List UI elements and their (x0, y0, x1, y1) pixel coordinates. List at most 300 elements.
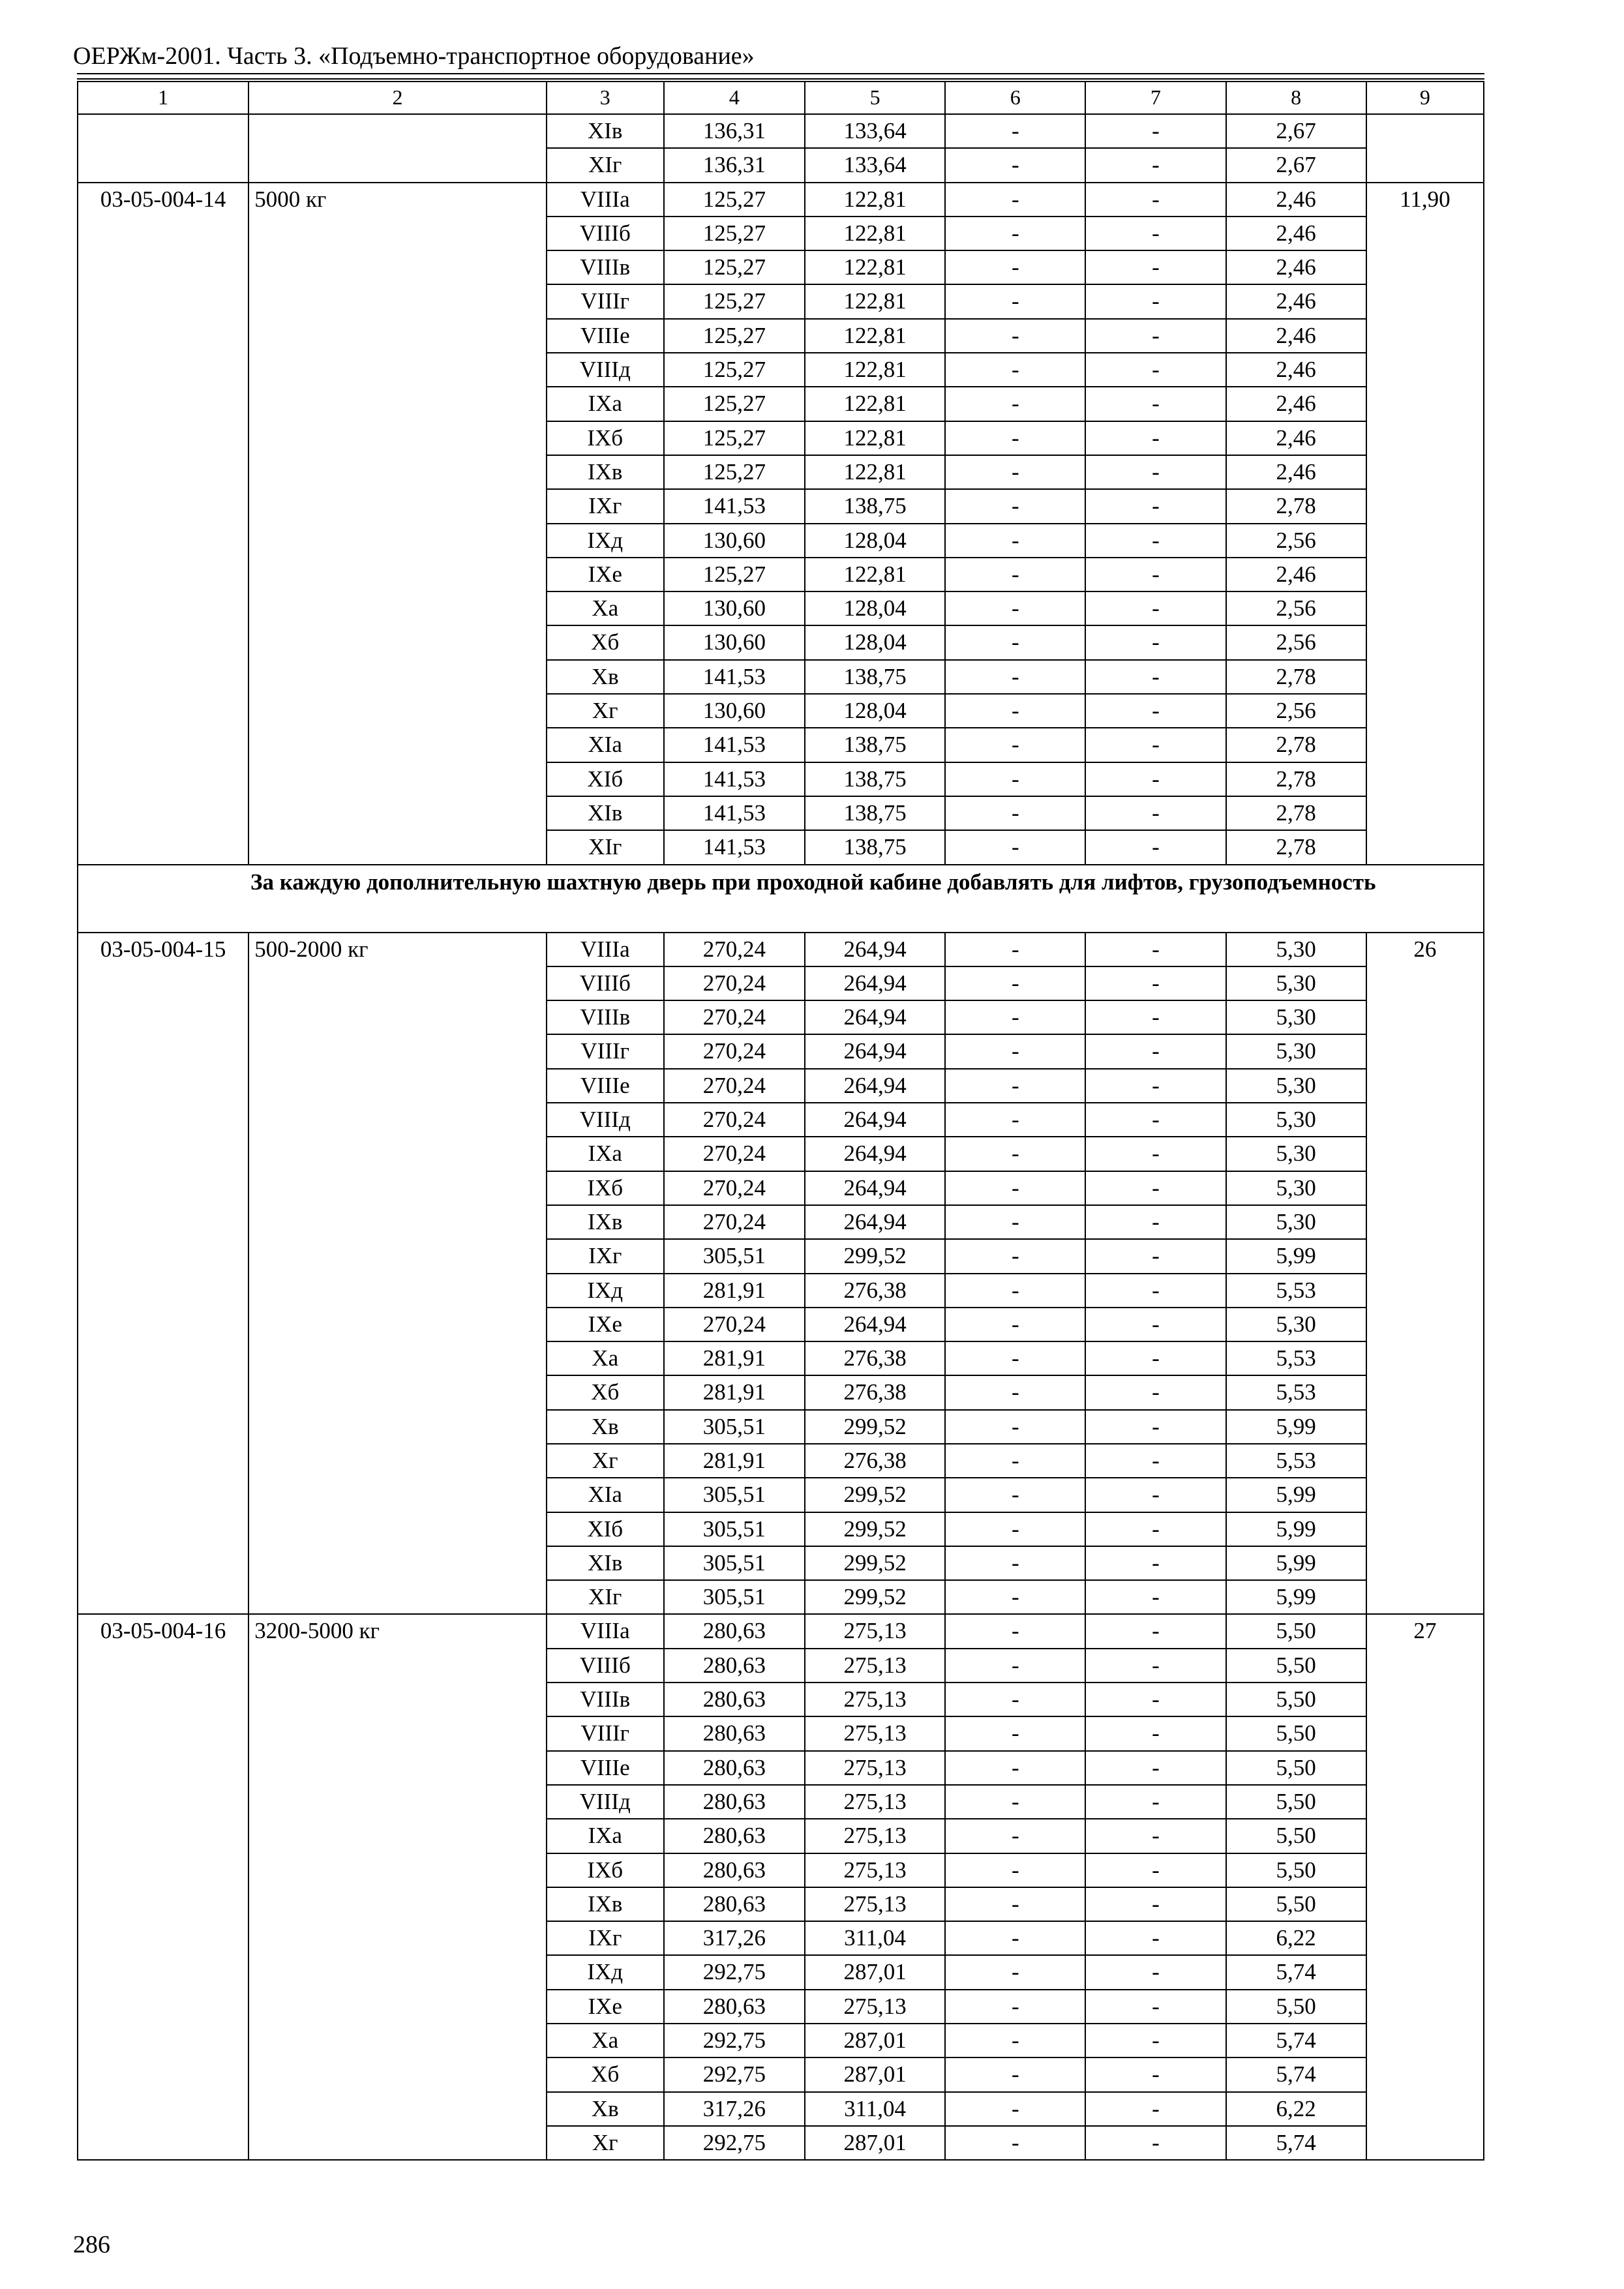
value-cell: 141,53 (664, 728, 805, 762)
value-cell: - (1085, 2126, 1226, 2160)
value-cell: 136,31 (664, 148, 805, 182)
value-cell: 270,24 (664, 1000, 805, 1034)
value-cell: 2,67 (1226, 114, 1366, 148)
value-cell: - (1085, 1751, 1226, 1785)
value-cell: XIв (547, 796, 664, 830)
table-row (78, 1308, 1484, 1341)
value-cell: 2,46 (1226, 455, 1366, 489)
value-cell: 280,63 (664, 1751, 805, 1785)
value-cell: - (1085, 591, 1226, 625)
value-cell: - (1085, 455, 1226, 489)
col9-cell (1366, 217, 1484, 250)
code-cell (78, 591, 248, 625)
value-cell: 122,81 (805, 284, 945, 318)
value-cell: - (1085, 1921, 1226, 1955)
value-cell: - (1085, 1375, 1226, 1409)
value-cell: 275,13 (805, 1649, 945, 1683)
value-cell: - (1085, 1171, 1226, 1205)
code-cell (78, 1103, 248, 1137)
name-cell (248, 1716, 546, 1750)
table-row (78, 217, 1484, 250)
value-cell: - (945, 1614, 1085, 1648)
value-cell: 264,94 (805, 966, 945, 1000)
code-cell (78, 1546, 248, 1580)
value-cell: 270,24 (664, 1205, 805, 1239)
value-cell: - (945, 1478, 1085, 1512)
value-cell: - (1085, 1955, 1226, 1989)
value-cell: 128,04 (805, 524, 945, 558)
value-cell: - (1085, 1034, 1226, 1068)
col9-cell (1366, 1137, 1484, 1171)
table-row (78, 625, 1484, 659)
value-cell: Xв (547, 2092, 664, 2126)
code-cell (78, 1955, 248, 1989)
value-cell: 270,24 (664, 966, 805, 1000)
value-cell: 125,27 (664, 387, 805, 421)
value-cell: IXг (547, 1921, 664, 1955)
code-cell (78, 1137, 248, 1171)
table-row (78, 1410, 1484, 1444)
col9-cell (1366, 660, 1484, 694)
col9-cell (1366, 1239, 1484, 1273)
value-cell: 270,24 (664, 1103, 805, 1137)
value-cell: XIг (547, 830, 664, 864)
value-cell: - (945, 2092, 1085, 2126)
column-number: 6 (945, 82, 1085, 114)
value-cell: XIб (547, 1512, 664, 1546)
value-cell: 5,50 (1226, 1751, 1366, 1785)
value-cell: - (945, 524, 1085, 558)
table-row (78, 1444, 1484, 1478)
value-cell: XIа (547, 728, 664, 762)
value-cell: - (945, 1785, 1085, 1819)
value-cell: Xг (547, 1444, 664, 1478)
value-cell: 2,56 (1226, 524, 1366, 558)
value-cell: - (945, 217, 1085, 250)
name-cell (248, 421, 546, 455)
value-cell: - (945, 1034, 1085, 1068)
value-cell: 270,24 (664, 1034, 805, 1068)
code-cell (78, 1308, 248, 1341)
table-row (78, 319, 1484, 353)
value-cell: - (945, 728, 1085, 762)
code-cell (78, 319, 248, 353)
value-cell: 125,27 (664, 183, 805, 217)
table-row (78, 762, 1484, 796)
value-cell: VIIIг (547, 284, 664, 318)
value-cell: - (945, 1683, 1085, 1716)
value-cell: 6,22 (1226, 1921, 1366, 1955)
code-cell (78, 694, 248, 728)
value-cell: 276,38 (805, 1444, 945, 1478)
value-cell: - (945, 1375, 1085, 1409)
name-cell (248, 1103, 546, 1137)
column-number: 9 (1366, 82, 1484, 114)
name-cell (248, 1887, 546, 1921)
value-cell: 275,13 (805, 1683, 945, 1716)
page-header: ОЕРЖм-2001. Часть 3. «Подъемно-транспортное оборудование» (73, 42, 755, 70)
value-cell: IXб (547, 421, 664, 455)
value-cell: 122,81 (805, 387, 945, 421)
name-cell (248, 558, 546, 591)
value-cell: 2,46 (1226, 183, 1366, 217)
rates-table (77, 81, 1484, 2161)
value-cell: 280,63 (664, 1614, 805, 1648)
col9-cell (1366, 830, 1484, 864)
value-cell: IXа (547, 1819, 664, 1853)
code-cell (78, 1649, 248, 1683)
value-cell: 2,46 (1226, 387, 1366, 421)
value-cell: - (945, 1751, 1085, 1785)
value-cell: - (945, 558, 1085, 591)
value-cell: 141,53 (664, 796, 805, 830)
value-cell: - (1085, 183, 1226, 217)
name-cell (248, 1239, 546, 1273)
value-cell: - (1085, 1649, 1226, 1683)
value-cell: IXв (547, 1205, 664, 1239)
value-cell: 2,78 (1226, 830, 1366, 864)
value-cell: - (945, 1955, 1085, 1989)
table-row (78, 2024, 1484, 2057)
value-cell: IXг (547, 1239, 664, 1273)
name-cell (248, 2092, 546, 2126)
value-cell: Xб (547, 1375, 664, 1409)
col9-cell (1366, 1205, 1484, 1239)
code-cell (78, 524, 248, 558)
table-row (78, 728, 1484, 762)
table-row (78, 1034, 1484, 1068)
value-cell: XIв (547, 114, 664, 148)
name-cell (248, 694, 546, 728)
value-cell: - (945, 1580, 1085, 1614)
name-cell (248, 1444, 546, 1478)
col9-cell (1366, 1921, 1484, 1955)
value-cell: IXв (547, 455, 664, 489)
name-cell (248, 319, 546, 353)
name-cell (248, 217, 546, 250)
name-cell (248, 1785, 546, 1819)
section-note: За каждую дополнительную шахтную дверь при проходной кабине добавлять для лифтов, грузоподъемность (78, 865, 1484, 933)
table-row (78, 1683, 1484, 1716)
code-cell (78, 1069, 248, 1103)
value-cell: - (1085, 1546, 1226, 1580)
value-cell: 270,24 (664, 933, 805, 966)
col9-cell (1366, 455, 1484, 489)
table-row (78, 1614, 1484, 1648)
value-cell: 5,74 (1226, 2126, 1366, 2160)
value-cell: 138,75 (805, 489, 945, 523)
table-row (78, 1103, 1484, 1137)
value-cell: 125,27 (664, 250, 805, 284)
name-cell (248, 2126, 546, 2160)
value-cell: - (945, 1205, 1085, 1239)
value-cell: 122,81 (805, 183, 945, 217)
value-cell: - (1085, 1512, 1226, 1546)
value-cell: - (1085, 148, 1226, 182)
value-cell: - (1085, 1103, 1226, 1137)
value-cell: - (1085, 660, 1226, 694)
table-row (78, 2126, 1484, 2160)
value-cell: Xа (547, 1341, 664, 1375)
col9-cell (1366, 796, 1484, 830)
column-number: 1 (78, 82, 248, 114)
col9-cell (1366, 1478, 1484, 1512)
value-cell: 305,51 (664, 1512, 805, 1546)
value-cell: VIIIе (547, 319, 664, 353)
col9-cell: 26 (1366, 933, 1484, 966)
value-cell: - (1085, 1205, 1226, 1239)
value-cell: XIг (547, 1580, 664, 1614)
value-cell: 270,24 (664, 1069, 805, 1103)
table-row (78, 660, 1484, 694)
col9-cell (1366, 1410, 1484, 1444)
table-row (78, 353, 1484, 387)
value-cell: - (1085, 728, 1226, 762)
value-cell: 5,30 (1226, 966, 1366, 1000)
value-cell: 275,13 (805, 1614, 945, 1648)
value-cell: Xв (547, 1410, 664, 1444)
value-cell: 130,60 (664, 524, 805, 558)
value-cell: 5,99 (1226, 1512, 1366, 1546)
value-cell: IXг (547, 489, 664, 523)
col9-cell: 27 (1366, 1614, 1484, 1648)
value-cell: - (1085, 1614, 1226, 1648)
value-cell: 5,74 (1226, 1955, 1366, 1989)
col9-cell (1366, 319, 1484, 353)
table-row (78, 1512, 1484, 1546)
value-cell: - (1085, 1683, 1226, 1716)
value-cell: 130,60 (664, 591, 805, 625)
value-cell: VIIIа (547, 1614, 664, 1648)
value-cell: - (1085, 1239, 1226, 1273)
value-cell: 138,75 (805, 830, 945, 864)
table-row (78, 387, 1484, 421)
value-cell: 138,75 (805, 796, 945, 830)
column-number: 3 (547, 82, 664, 114)
code-cell (78, 1375, 248, 1409)
value-cell: 5,50 (1226, 1649, 1366, 1683)
code-cell (78, 2126, 248, 2160)
value-cell: 276,38 (805, 1341, 945, 1375)
code-cell (78, 2057, 248, 2091)
col9-cell (1366, 387, 1484, 421)
code-cell (78, 1478, 248, 1512)
name-cell (248, 148, 546, 182)
value-cell: - (1085, 1069, 1226, 1103)
value-cell: 141,53 (664, 489, 805, 523)
col9-cell (1366, 1103, 1484, 1137)
table-row (78, 1171, 1484, 1205)
value-cell: 125,27 (664, 319, 805, 353)
value-cell: 305,51 (664, 1580, 805, 1614)
table-row (78, 933, 1484, 966)
table-row (78, 421, 1484, 455)
name-cell (248, 353, 546, 387)
value-cell: 128,04 (805, 694, 945, 728)
value-cell: 2,78 (1226, 660, 1366, 694)
table-row (78, 2092, 1484, 2126)
code-cell (78, 489, 248, 523)
code-cell: 03-05-004-14 (78, 183, 248, 217)
value-cell: 2,46 (1226, 421, 1366, 455)
code-cell (78, 114, 248, 148)
value-cell: Xа (547, 591, 664, 625)
name-cell (248, 1478, 546, 1512)
value-cell: Xг (547, 2126, 664, 2160)
value-cell: - (1085, 1308, 1226, 1341)
value-cell: 280,63 (664, 1649, 805, 1683)
name-cell: 3200-5000 кг (248, 1614, 546, 1648)
col9-cell (1366, 489, 1484, 523)
value-cell: 2,46 (1226, 319, 1366, 353)
value-cell: - (1085, 830, 1226, 864)
col9-cell (1366, 1274, 1484, 1308)
value-cell: - (1085, 319, 1226, 353)
table-row (78, 524, 1484, 558)
value-cell: IXд (547, 1955, 664, 1989)
value-cell: 270,24 (664, 1171, 805, 1205)
value-cell: 2,56 (1226, 625, 1366, 659)
value-cell: VIIIв (547, 1000, 664, 1034)
value-cell: Xг (547, 694, 664, 728)
col9-cell (1366, 2092, 1484, 2126)
value-cell: 5,50 (1226, 1716, 1366, 1750)
value-cell: 138,75 (805, 762, 945, 796)
col9-cell (1366, 250, 1484, 284)
col9-cell (1366, 1444, 1484, 1478)
value-cell: IXб (547, 1853, 664, 1887)
table-row (78, 183, 1484, 217)
name-cell (248, 1546, 546, 1580)
value-cell: - (945, 2024, 1085, 2057)
value-cell: - (945, 250, 1085, 284)
name-cell (248, 830, 546, 864)
value-cell: - (945, 353, 1085, 387)
name-cell (248, 1410, 546, 1444)
value-cell: - (945, 1444, 1085, 1478)
code-cell (78, 455, 248, 489)
table-row (78, 1341, 1484, 1375)
page-number: 286 (73, 2231, 110, 2258)
name-cell (248, 1649, 546, 1683)
value-cell: 299,52 (805, 1239, 945, 1273)
table-row (78, 1069, 1484, 1103)
name-cell: 5000 кг (248, 183, 546, 217)
col9-cell (1366, 1955, 1484, 1989)
code-cell (78, 1580, 248, 1614)
code-cell (78, 796, 248, 830)
value-cell: 292,75 (664, 2024, 805, 2057)
col9-cell (1366, 114, 1484, 148)
name-cell (248, 1512, 546, 1546)
value-cell: 5,50 (1226, 1853, 1366, 1887)
name-cell (248, 2024, 546, 2057)
col9-cell (1366, 524, 1484, 558)
name-cell (248, 1751, 546, 1785)
value-cell: 2,56 (1226, 694, 1366, 728)
value-cell: - (1085, 1341, 1226, 1375)
code-cell (78, 1819, 248, 1853)
value-cell: XIв (547, 1546, 664, 1580)
value-cell: 5,30 (1226, 1171, 1366, 1205)
name-cell (248, 1308, 546, 1341)
col9-cell (1366, 1580, 1484, 1614)
table-row (78, 1000, 1484, 1034)
value-cell: 275,13 (805, 1990, 945, 2024)
value-cell: - (945, 1512, 1085, 1546)
value-cell: 275,13 (805, 1853, 945, 1887)
value-cell: 287,01 (805, 2057, 945, 2091)
value-cell: 141,53 (664, 830, 805, 864)
value-cell: Xв (547, 660, 664, 694)
value-cell: 299,52 (805, 1478, 945, 1512)
value-cell: - (1085, 114, 1226, 148)
code-cell (78, 2024, 248, 2057)
table-row (78, 250, 1484, 284)
table-row (78, 1853, 1484, 1887)
value-cell: 311,04 (805, 2092, 945, 2126)
value-cell: - (945, 1000, 1085, 1034)
value-cell: 317,26 (664, 2092, 805, 2126)
name-cell (248, 114, 546, 148)
value-cell: - (945, 660, 1085, 694)
value-cell: - (945, 796, 1085, 830)
value-cell: 5,50 (1226, 1683, 1366, 1716)
value-cell: IXд (547, 524, 664, 558)
value-cell: 125,27 (664, 455, 805, 489)
col9-cell (1366, 1034, 1484, 1068)
value-cell: - (1085, 353, 1226, 387)
name-cell (248, 1580, 546, 1614)
name-cell (248, 1171, 546, 1205)
table-row (78, 558, 1484, 591)
value-cell: - (945, 966, 1085, 1000)
value-cell: - (945, 1819, 1085, 1853)
table-row (78, 1649, 1484, 1683)
value-cell: 6,22 (1226, 2092, 1366, 2126)
col9-cell (1366, 1751, 1484, 1785)
table-row (78, 1819, 1484, 1853)
value-cell: XIа (547, 1478, 664, 1512)
col9-cell (1366, 1853, 1484, 1887)
code-cell (78, 1921, 248, 1955)
name-cell (248, 1375, 546, 1409)
value-cell: XIб (547, 762, 664, 796)
value-cell: VIIIв (547, 1683, 664, 1716)
value-cell: - (1085, 1819, 1226, 1853)
value-cell: - (945, 591, 1085, 625)
value-cell: - (945, 1649, 1085, 1683)
value-cell: VIIIа (547, 183, 664, 217)
table-row (78, 1274, 1484, 1308)
value-cell: 122,81 (805, 217, 945, 250)
value-cell: 2,78 (1226, 728, 1366, 762)
value-cell: - (945, 1990, 1085, 2024)
value-cell: 287,01 (805, 2024, 945, 2057)
value-cell: - (1085, 558, 1226, 591)
col9-cell (1366, 1375, 1484, 1409)
value-cell: - (1085, 284, 1226, 318)
value-cell: - (945, 114, 1085, 148)
value-cell: 122,81 (805, 319, 945, 353)
value-cell: 299,52 (805, 1512, 945, 1546)
code-cell (78, 558, 248, 591)
value-cell: 275,13 (805, 1785, 945, 1819)
value-cell: - (1085, 796, 1226, 830)
name-cell (248, 250, 546, 284)
value-cell: 5,74 (1226, 2024, 1366, 2057)
value-cell: Xб (547, 625, 664, 659)
